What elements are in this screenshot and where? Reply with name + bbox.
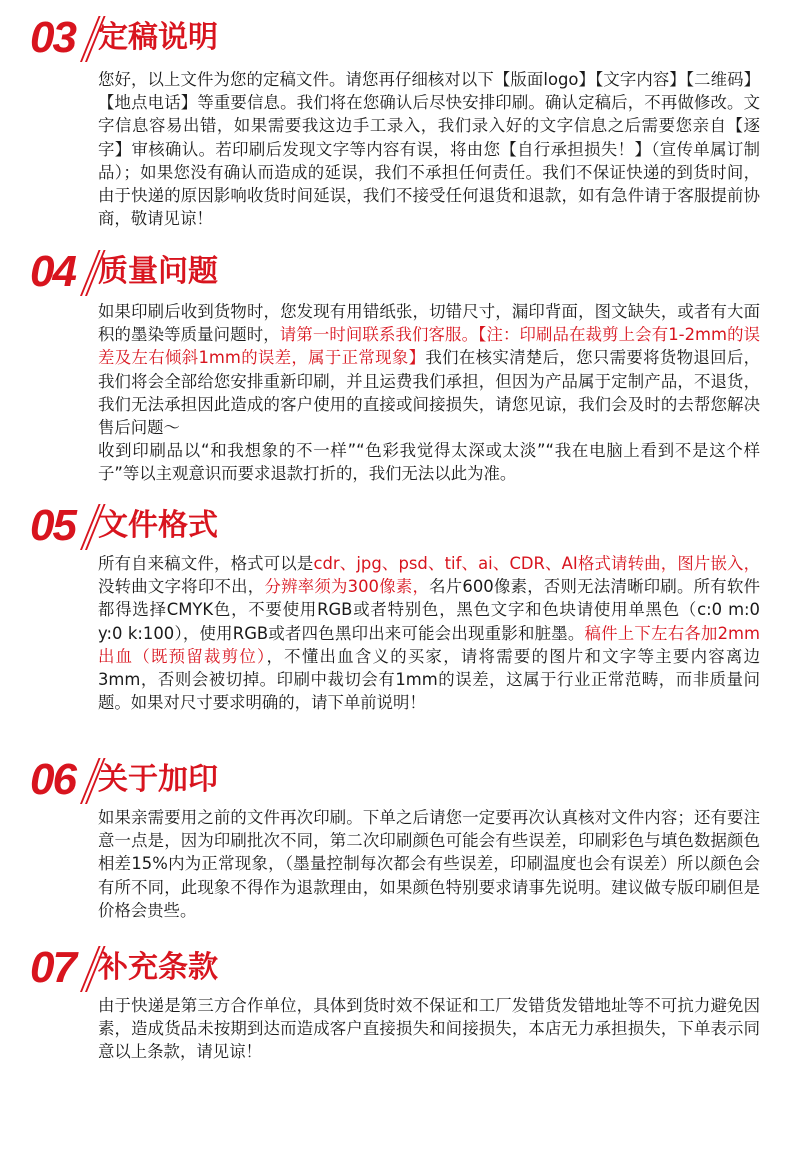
body-text: 没转曲文字将印不出， [98, 577, 265, 597]
section-header [0, 14, 790, 62]
section-number: 06 [30, 755, 75, 804]
section-header [0, 248, 790, 296]
section-number: 04 [30, 247, 75, 296]
body-paragraph [98, 300, 760, 439]
section-title: 关于加印 [98, 762, 218, 797]
section-07 [0, 943, 790, 1062]
section-title: 定稿说明 [98, 20, 218, 55]
section-03 [0, 13, 790, 229]
section-06 [0, 755, 790, 920]
body-text: 由于快递是第三方合作单位，具体到货时效不保证和工厂发错货发错地址等不可抗力避免因素，造成货品未按期到达而造成客户直接损失和间接损失，本店无力承担损失，下单表示同意以上条款，请见谅！ [98, 996, 760, 1062]
highlight-text: 分辨率须为300像素， [264, 577, 430, 597]
highlight-text: cdr、jpg、psd、tif、ai、CDR、AI格式请转曲，图片嵌入， [313, 554, 760, 573]
body-text: 收到印刷品以“和我想象的不一样”“色彩我觉得太深或太淡”“我在电脑上看到不是这个样子”等以主观意识而要求退款打折的，我们无法以此为准。 [98, 441, 760, 484]
body-text: 名片600像素，否则无法清晰印刷。所有软件都得选择CMYK色，不要使用RGB或者特别色，黑色文字和色块请使用单黑色（c:0 m:0 y:0 k:100），使用RGB或者四色黑印出来可能会出现重影和脏墨。 [98, 577, 760, 643]
body-paragraph [98, 994, 760, 1064]
body-text: 如果亲需要用之前的文件再次印刷。下单之后请您一定要再次认真核对文件内容；还有要注意一点是，因为印刷批次不同，第二次印刷颜色可能会有些误差，印刷彩色与填色数据颜色相差15%内为正常现象，（墨量控制每次都会有些误差，印刷温度也会有误差）所以颜色会有所不同，此现象不得作为退款理由，如果颜色特别要求请事先说明。建议做专版印刷但是价格会贵些。 [98, 808, 760, 920]
body-paragraph [98, 68, 760, 230]
section-title: 质量问题 [98, 254, 218, 289]
section-body [98, 300, 760, 486]
highlight-text: 稿件上下左右各加2mm出血（既预留裁剪位） [98, 623, 760, 666]
body-paragraph [98, 552, 760, 714]
body-text: 您好，以上文件为您的定稿文件。请您再仔细核对以下【版面logo】【文字内容】【二维码】【地点电话】等重要信息。我们将在您确认后尽快安排印刷。确认定稿后，不再做修改。文字信息容易出错，如果需要我这边手工录入，我们录入好的文字信息之后需要您亲自【逐字】审核确认。若印刷后发现文字等内容有误，将由您【自行承担损失！】（宣传单属订制品）；如果您没有确认而造成的延误，我们不承担任何责任。我们不保证快递的到货时间，由于快递的原因影响收货时间延误，我们不接受任何退货和退款，如有急件请于客服提前协商，敬请见谅！ [98, 70, 760, 229]
section-body [98, 552, 760, 714]
body-text: ，不懂出血含义的买家，请将需要的图片和文字等主要内容离边3mm，否则会被切掉。印刷中裁切会有1mm的误差，这属于行业正常范畴，而非质量问题。如果对尺寸要求明确的，请下单前说明！ [98, 646, 760, 713]
section-number: 07 [30, 943, 75, 992]
body-text: 我们在核实清楚后，您只需要将货物退回后，我们将会全部给您安排重新印刷，并且运费我们承担，但因为产品属于定制产品，不退货，我们无法承担因此造成的客户使用的直接或间接损失，请您见谅，我们会及时的去帮您解决售后问题～ [98, 348, 760, 438]
section-04 [0, 247, 790, 484]
section-body [98, 68, 760, 230]
body-paragraph [98, 439, 760, 485]
section-body [98, 806, 760, 922]
body-text: 所有自来稿文件，格式可以是 [98, 554, 314, 573]
body-text: 如果印刷后收到货物时，您发现有用错纸张，切错尺寸，漏印背面，图文缺失，或者有大面积的墨染等质量问题时， [98, 302, 760, 345]
section-number: 05 [30, 501, 75, 550]
highlight-text: 请第一时间联系我们客服。【注：印刷品在裁剪上会有1-2mm的误差及左右倾斜1mm的误差，属于正常现象】 [98, 325, 760, 368]
section-header [0, 756, 790, 804]
section-body [98, 994, 760, 1064]
section-05 [0, 501, 790, 713]
section-title: 文件格式 [98, 508, 218, 543]
section-header [0, 944, 790, 992]
body-paragraph [98, 806, 760, 922]
section-header [0, 502, 790, 550]
section-title: 补充条款 [98, 950, 218, 985]
section-number: 03 [30, 13, 75, 62]
